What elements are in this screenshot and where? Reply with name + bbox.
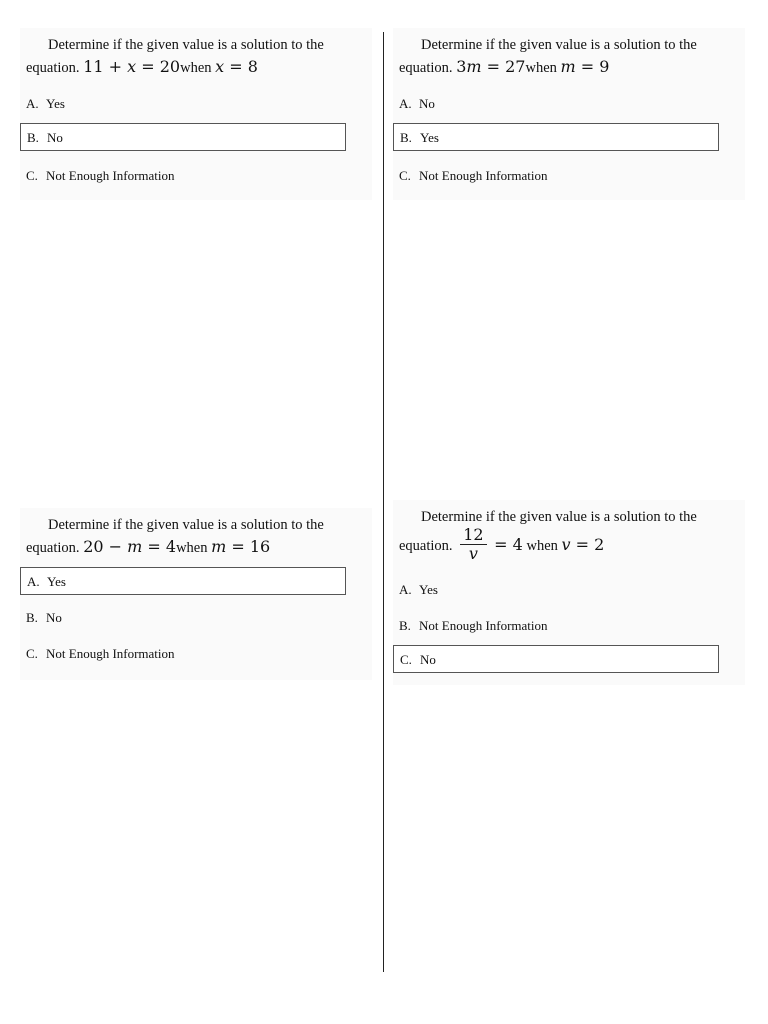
prompt-label: equation. [399,537,453,554]
option-text: No [419,96,435,111]
prompt-text: Determine if the given value is a solution to the [421,509,697,525]
option-text: Not Enough Information [46,168,175,183]
when-word: when [176,540,208,556]
fraction-numerator: 12 [460,526,486,545]
answer-option-c[interactable] [393,162,719,190]
column-divider [383,32,384,972]
question-card-1 [20,28,372,200]
fraction-denominator: v [468,544,478,563]
option-text: No [47,130,63,145]
prompt-label: equation. [399,60,453,76]
option-letter: A. [26,96,39,111]
answer-option-c[interactable] [393,645,719,673]
equation-rest: = 4 [494,534,523,554]
when-word: when [525,60,557,76]
condition: v = 2 [561,534,605,554]
question-prompt [26,514,366,559]
fraction [460,526,486,563]
answer-option-b[interactable] [393,612,719,640]
option-letter: A. [27,574,40,589]
option-letter: C. [400,652,412,667]
condition: x = 8 [215,57,258,76]
condition: m = 16 [211,537,271,556]
prompt-text: Determine if the given value is a solution to the [48,517,324,533]
option-letter: C. [399,168,411,183]
prompt-label: equation. [26,60,80,76]
option-text: Yes [46,96,65,111]
when-word: when [526,537,558,554]
question-card-3 [20,508,372,680]
option-letter: C. [26,168,38,183]
option-text: No [420,652,436,667]
equation: 3m = 27 [456,57,526,76]
option-text: Not Enough Information [46,646,175,661]
prompt-text: Determine if the given value is a solution to the [421,37,697,53]
answer-option-a[interactable] [20,90,346,118]
when-word: when [180,60,212,76]
option-letter: B. [27,130,39,145]
option-letter: B. [26,610,38,625]
equation: 11 + x = 20 [83,57,181,76]
question-card-4 [393,500,745,685]
question-prompt [399,506,739,565]
option-text: Not Enough Information [419,168,548,183]
equation: 20 − m = 4 [83,537,177,556]
option-text: Yes [47,574,66,589]
prompt-text: Determine if the given value is a solution to the [48,37,324,53]
answer-option-b[interactable] [20,604,346,632]
answer-option-b[interactable] [20,123,346,151]
option-text: No [46,610,62,625]
option-text: Yes [420,130,439,145]
answer-option-a[interactable] [20,567,346,595]
option-letter: B. [400,130,412,145]
option-text: Yes [419,582,438,597]
answer-option-c[interactable] [20,640,346,668]
question-prompt [26,34,366,79]
prompt-label: equation. [26,540,80,556]
option-letter: A. [399,96,412,111]
condition: m = 9 [560,57,610,76]
question-prompt [399,34,739,79]
option-text: Not Enough Information [419,618,548,633]
answer-option-c[interactable] [20,162,346,190]
answer-option-a[interactable] [393,90,719,118]
question-card-2 [393,28,745,200]
option-letter: A. [399,582,412,597]
answer-option-a[interactable] [393,576,719,604]
answer-option-b[interactable] [393,123,719,151]
option-letter: C. [26,646,38,661]
option-letter: B. [399,618,411,633]
